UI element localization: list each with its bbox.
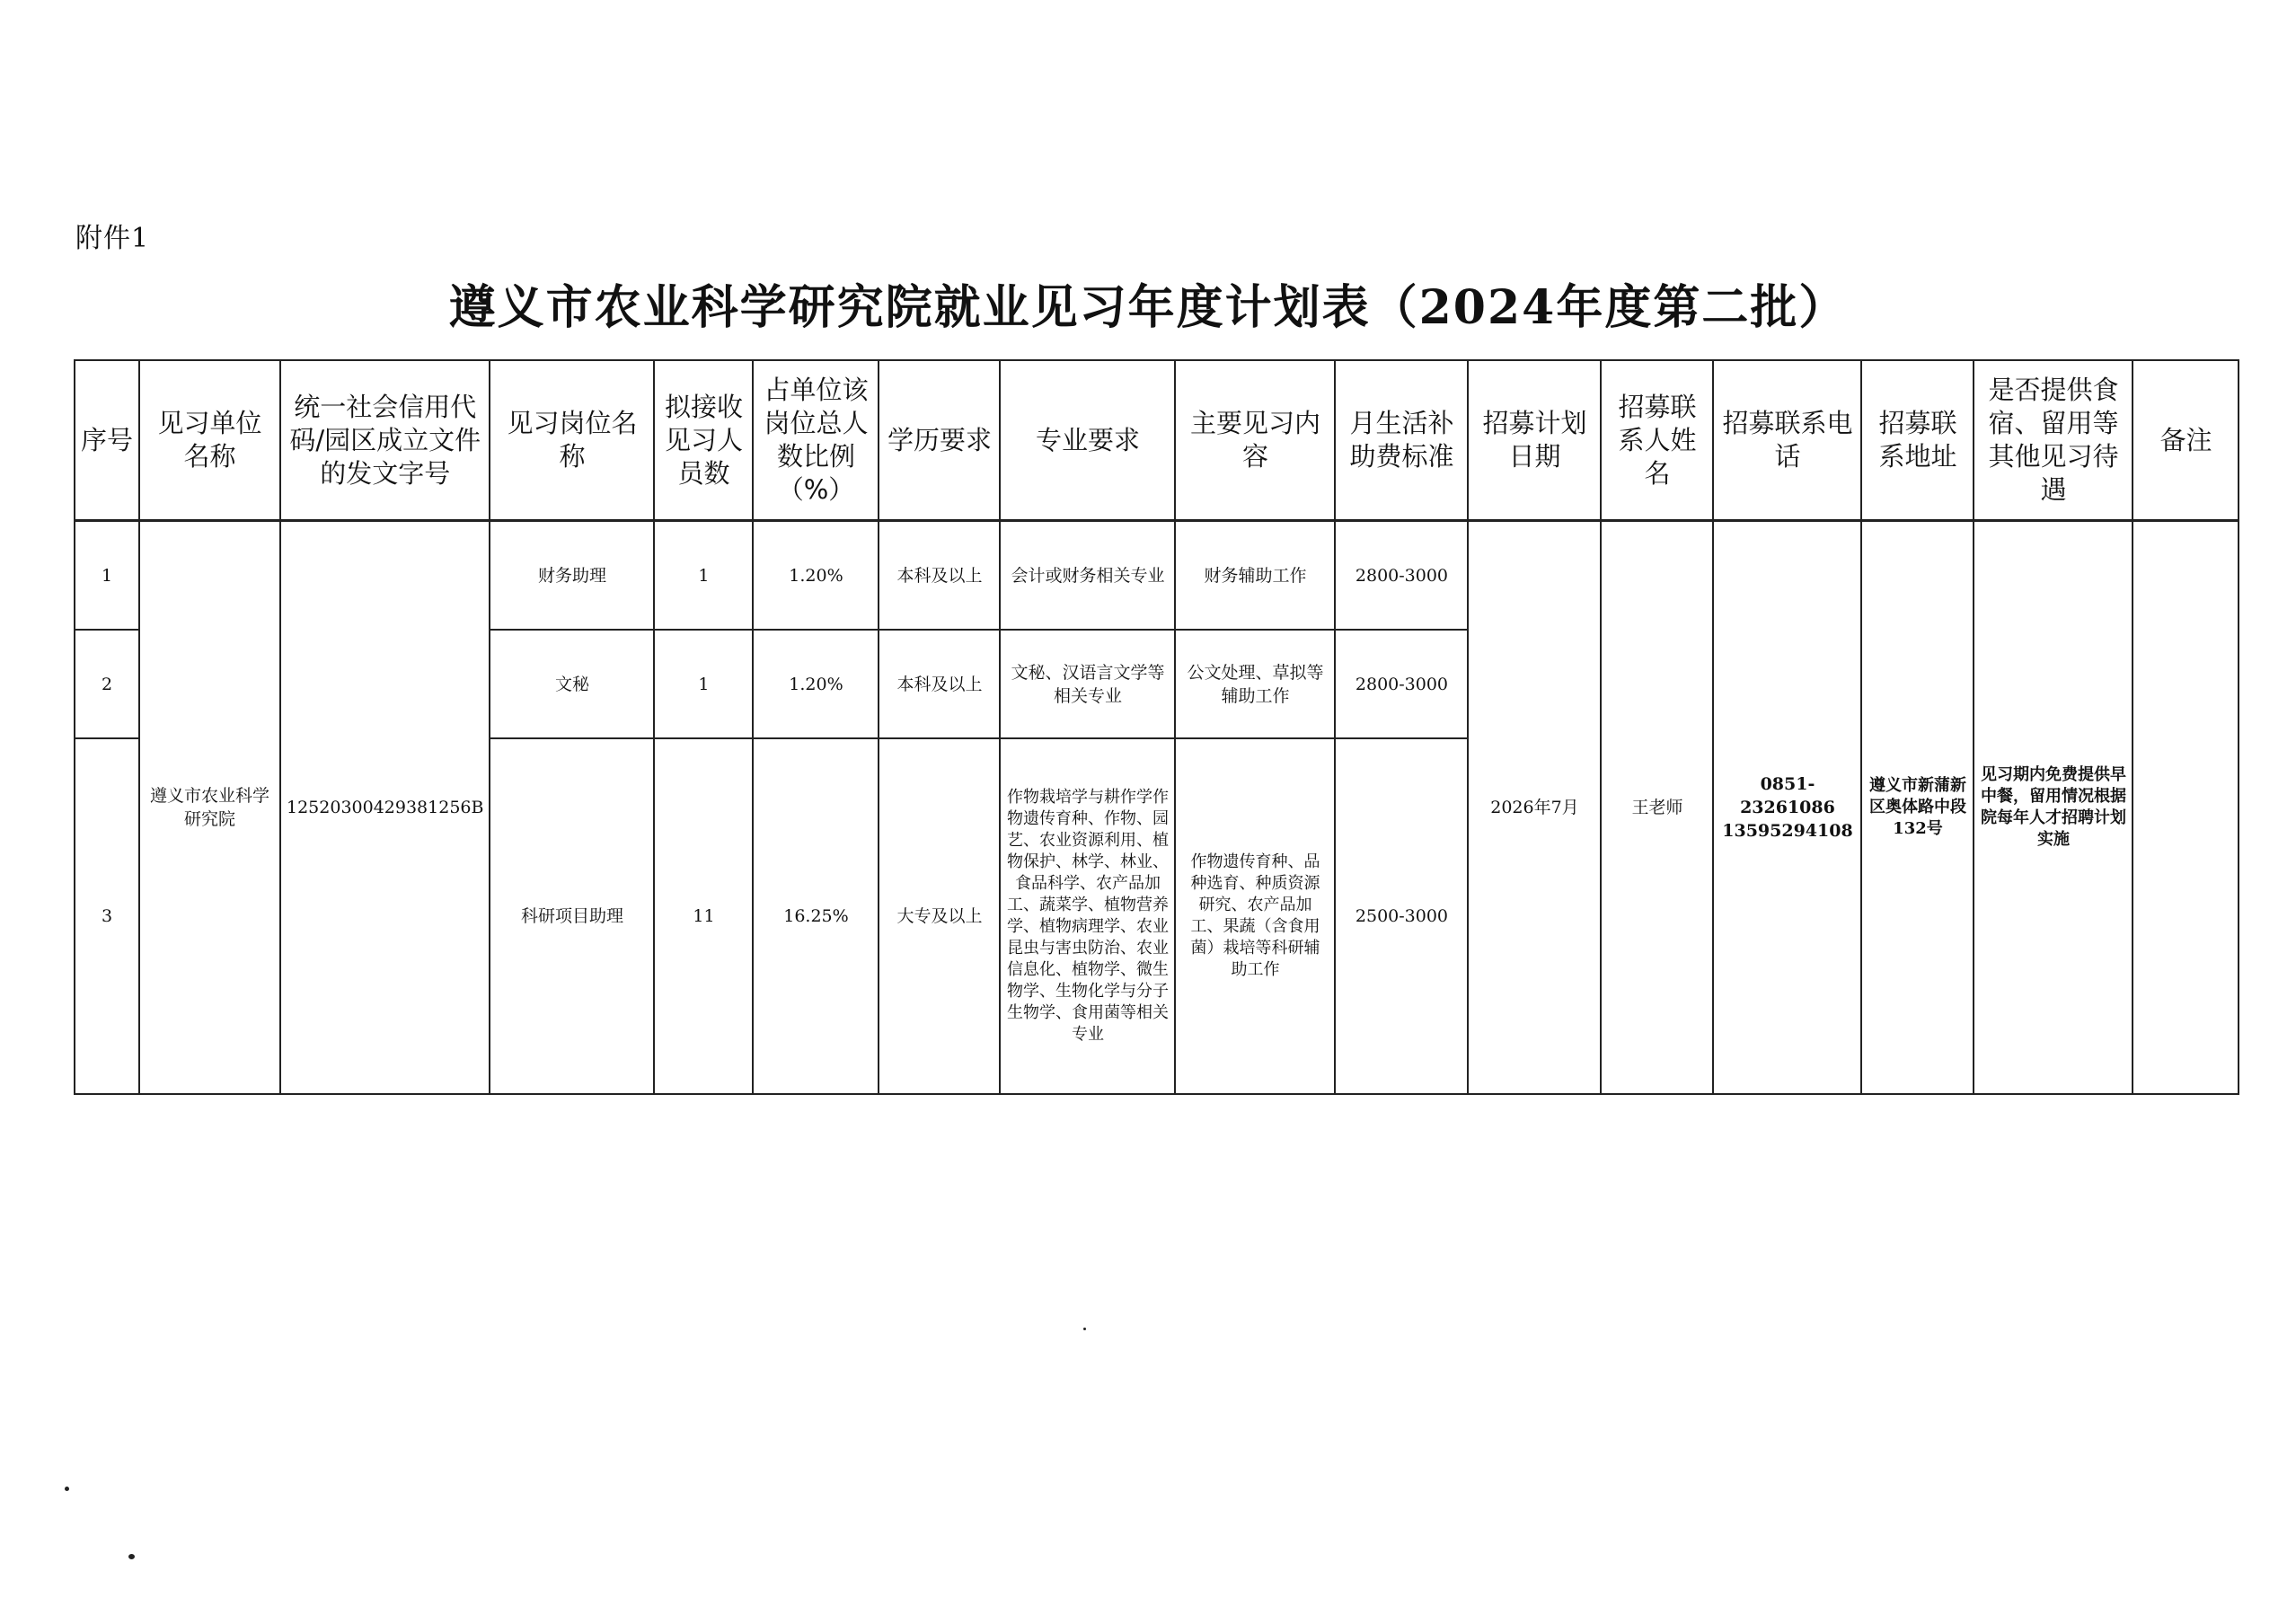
cell-content: 作物遗传育种、品种选育、种质资源研究、农产品加工、果蔬（含食用菌）栽培等科研辅助工作: [1175, 738, 1335, 1094]
header-position: 见习岗位名称: [490, 360, 654, 521]
header-seq: 序号: [75, 360, 139, 521]
scan-speck: [1083, 1328, 1086, 1330]
cell-content: 财务辅助工作: [1175, 521, 1335, 631]
cell-education: 本科及以上: [879, 521, 1000, 631]
header-remarks: 备注: [2133, 360, 2239, 521]
header-plan-date: 招募计划日期: [1468, 360, 1601, 521]
header-contact-phone: 招募联系电话: [1713, 360, 1861, 521]
header-subsidy: 月生活补助费标准: [1335, 360, 1468, 521]
cell-major: 文秘、汉语言文学等相关专业: [1000, 630, 1175, 738]
header-credit-code: 统一社会信用代码/园区成立文件的发文字号: [280, 360, 490, 521]
cell-credit-code: 12520300429381256B: [280, 521, 490, 1095]
cell-content: 公文处理、草拟等辅助工作: [1175, 630, 1335, 738]
cell-subsidy: 2800-3000: [1335, 521, 1468, 631]
cell-ratio: 16.25%: [753, 738, 879, 1094]
header-education: 学历要求: [879, 360, 1000, 521]
cell-position: 科研项目助理: [490, 738, 654, 1094]
cell-education: 本科及以上: [879, 630, 1000, 738]
internship-plan-table: [74, 359, 2239, 1095]
page-title: 遵义市农业科学研究院就业见习年度计划表（2024年度第二批）: [448, 280, 1848, 335]
cell-position: 财务助理: [490, 521, 654, 631]
cell-major: 作物栽培学与耕作学作物遗传育种、作物、园艺、农业资源利用、植物保护、林学、林业、食品科学、农产品加工、蔬菜学、植物营养学、植物病理学、农业昆虫与害虫防治、农业信息化、植物学、微生物学、生物化学与分子生物学、食用菌等相关专业: [1000, 738, 1175, 1094]
cell-count: 11: [654, 738, 753, 1094]
cell-contact-name: 王老师: [1601, 521, 1713, 1095]
cell-education: 大专及以上: [879, 738, 1000, 1094]
header-planned-count: 拟接收见习人员数: [654, 360, 753, 521]
cell-count: 1: [654, 521, 753, 631]
header-row: [75, 360, 2239, 521]
scan-speck: [128, 1554, 135, 1559]
cell-subsidy: 2500-3000: [1335, 738, 1468, 1094]
header-contact-address: 招募联系地址: [1861, 360, 1974, 521]
cell-contact-phone: [1713, 521, 1861, 1095]
header-contact-name: 招募联系人姓名: [1601, 360, 1713, 521]
header-benefits: 是否提供食宿、留用等其他见习待遇: [1974, 360, 2133, 521]
cell-plan-date: 2026年7月: [1468, 521, 1601, 1095]
cell-contact-address: 遵义市新蒲新区奥体路中段132号: [1861, 521, 1974, 1095]
contact-phone-line-2: 13595294108: [1722, 821, 1853, 841]
cell-benefits: 见习期内免费提供早中餐，留用情况根据院每年人才招聘计划实施: [1974, 521, 2133, 1095]
cell-ratio: 1.20%: [753, 630, 879, 738]
cell-subsidy: 2800-3000: [1335, 630, 1468, 738]
cell-major: 会计或财务相关专业: [1000, 521, 1175, 631]
cell-seq: 2: [75, 630, 139, 738]
cell-position: 文秘: [490, 630, 654, 738]
cell-ratio: 1.20%: [753, 521, 879, 631]
cell-seq: 1: [75, 521, 139, 631]
header-content: 主要见习内容: [1175, 360, 1335, 521]
table-row: [75, 521, 2239, 631]
header-major: 专业要求: [1000, 360, 1175, 521]
header-unit: 见习单位名称: [139, 360, 280, 521]
header-ratio: 占单位该岗位总人数比例（%）: [753, 360, 879, 521]
cell-unit: 遵义市农业科学研究院: [139, 521, 280, 1095]
cell-count: 1: [654, 630, 753, 738]
cell-remarks: [2133, 521, 2239, 1095]
attachment-label: 附件1: [75, 223, 150, 254]
cell-seq: 3: [75, 738, 139, 1094]
scan-speck: [65, 1487, 69, 1491]
contact-phone-line-1: 0851-23261086: [1740, 774, 1835, 817]
